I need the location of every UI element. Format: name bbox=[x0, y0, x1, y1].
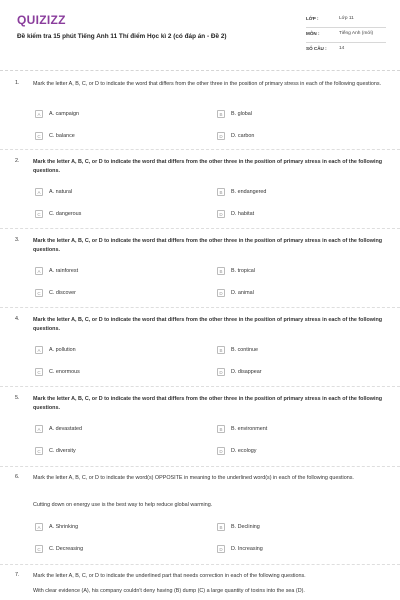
worksheet-header bbox=[0, 0, 400, 63]
option-letter-box: C bbox=[35, 368, 43, 376]
meta-separator bbox=[306, 27, 386, 28]
option-letter-box: D bbox=[217, 447, 225, 455]
option-letter-box: A bbox=[35, 110, 43, 118]
option-text: C. Decreasing bbox=[49, 546, 84, 552]
option-letter-box: A bbox=[35, 188, 43, 196]
option-letter-box: D bbox=[217, 368, 225, 376]
question-divider bbox=[0, 307, 400, 308]
question-text: Mark the letter A, B, C, or D to indicate the word that differs from the other three in the position of primary stress in each of the following questions. bbox=[33, 396, 383, 411]
question-number: 4. bbox=[15, 316, 20, 322]
option-letter-box: B bbox=[217, 346, 225, 354]
meta-row-class bbox=[306, 14, 386, 29]
option-text: C. diversity bbox=[49, 448, 76, 454]
option-letter-box: B bbox=[217, 523, 225, 531]
option-letter-box: B bbox=[217, 188, 225, 196]
question-number: 3. bbox=[15, 237, 20, 243]
question-divider bbox=[0, 466, 400, 467]
option-letter-box: B bbox=[217, 110, 225, 118]
option-letter-box: A bbox=[35, 523, 43, 531]
meta-value: Tiếng Anh (mới) bbox=[339, 31, 374, 36]
meta-row-count bbox=[306, 44, 386, 59]
option-text: D. Increasing bbox=[231, 546, 263, 552]
meta-key: LỚP : bbox=[306, 16, 319, 21]
option-text: C. balance bbox=[49, 133, 75, 139]
question-text: Mark the letter A, B, C, or D to indicate the word(s) OPPOSITE in meaning to the underlined word(s) in each of the following questions. bbox=[33, 475, 354, 481]
question-number: 2. bbox=[15, 158, 20, 164]
question-text: Mark the letter A, B, C, or D to indicate the word that differs from the other three in the position of primary stress in each of the following questions. bbox=[33, 317, 383, 332]
option-text: D. carbon bbox=[231, 133, 255, 139]
option-letter-box: D bbox=[217, 210, 225, 218]
meta-value: Lớp 11 bbox=[339, 16, 354, 21]
meta-row-subject bbox=[306, 29, 386, 44]
option-text: B. continue bbox=[231, 347, 258, 353]
option-text: B. tropical bbox=[231, 268, 255, 274]
option-text: B. endangered bbox=[231, 189, 267, 195]
option-text: D. disappear bbox=[231, 369, 262, 375]
option-text: A. campaign bbox=[49, 111, 79, 117]
question-number: 1. bbox=[15, 80, 20, 86]
option-text: B. Declining bbox=[231, 524, 260, 530]
question-text: Mark the letter A, B, C, or D to indicate the word that differs from the other three in the position of primary stress in each of the following questions. bbox=[33, 81, 382, 87]
option-letter-box: A bbox=[35, 425, 43, 433]
option-text: A. pollution bbox=[49, 347, 76, 353]
option-letter-box: D bbox=[217, 132, 225, 140]
option-letter-box: C bbox=[35, 289, 43, 297]
question-text: Mark the letter A, B, C, or D to indicate the word that differs from the other three in the position of primary stress in each of the following questions. bbox=[33, 159, 383, 174]
option-text: C. discover bbox=[49, 290, 76, 296]
meta-key: SỐ CÂU : bbox=[306, 46, 327, 51]
question-number: 7. bbox=[15, 572, 20, 578]
option-letter-box: A bbox=[35, 346, 43, 354]
option-text: D. habitat bbox=[231, 211, 255, 217]
question-sentence: Cutting down on energy use is the best way to help reduce global warming. bbox=[33, 502, 213, 508]
question-text: Mark the letter A, B, C, or D to indicate the word that differs from the other three in the position of primary stress in each of the following questions. bbox=[33, 238, 383, 253]
question-divider bbox=[0, 564, 400, 565]
option-text: A. devastated bbox=[49, 426, 82, 432]
option-letter-box: C bbox=[35, 447, 43, 455]
header-divider bbox=[0, 70, 400, 71]
quizizz-logo: QUIZIZZ bbox=[17, 13, 66, 27]
option-letter-box: A bbox=[35, 267, 43, 275]
option-text: D. ecology bbox=[231, 448, 257, 454]
option-text: D. animal bbox=[231, 290, 254, 296]
meta-value: 14 bbox=[339, 46, 345, 51]
option-letter-box: C bbox=[35, 545, 43, 553]
question-divider bbox=[0, 386, 400, 387]
question-divider bbox=[0, 149, 400, 150]
question-text: Mark the letter A, B, C, or D to indicate the underlined part that needs correction in each of the following questions. bbox=[33, 573, 306, 579]
option-letter-box: B bbox=[217, 425, 225, 433]
option-text: B. environment bbox=[231, 426, 268, 432]
question-number: 5. bbox=[15, 395, 20, 401]
question-number: 6. bbox=[15, 474, 20, 480]
meta-info bbox=[306, 14, 386, 59]
option-letter-box: C bbox=[35, 210, 43, 218]
option-text: C. enormous bbox=[49, 369, 80, 375]
option-text: A. Shrinking bbox=[49, 524, 79, 530]
option-text: A. rainforest bbox=[49, 268, 79, 274]
option-letter-box: B bbox=[217, 267, 225, 275]
page-title: Đề kiểm tra 15 phút Tiếng Anh 11 Thí điểm Học kì 2 (có đáp án - Đề 2) bbox=[17, 33, 227, 40]
question-divider bbox=[0, 228, 400, 229]
meta-key: MÔN : bbox=[306, 31, 320, 36]
option-letter-box: D bbox=[217, 289, 225, 297]
option-text: C. dangerous bbox=[49, 211, 82, 217]
option-text: A. natural bbox=[49, 189, 73, 195]
option-text: B. global bbox=[231, 111, 252, 117]
meta-separator bbox=[306, 42, 386, 43]
option-letter-box: D bbox=[217, 545, 225, 553]
option-letter-box: C bbox=[35, 132, 43, 140]
question-sentence: With clear evidence (A), his company couldn't deny having (B) dump (C) a large quantity of toxins into the sea (D). bbox=[33, 588, 305, 594]
